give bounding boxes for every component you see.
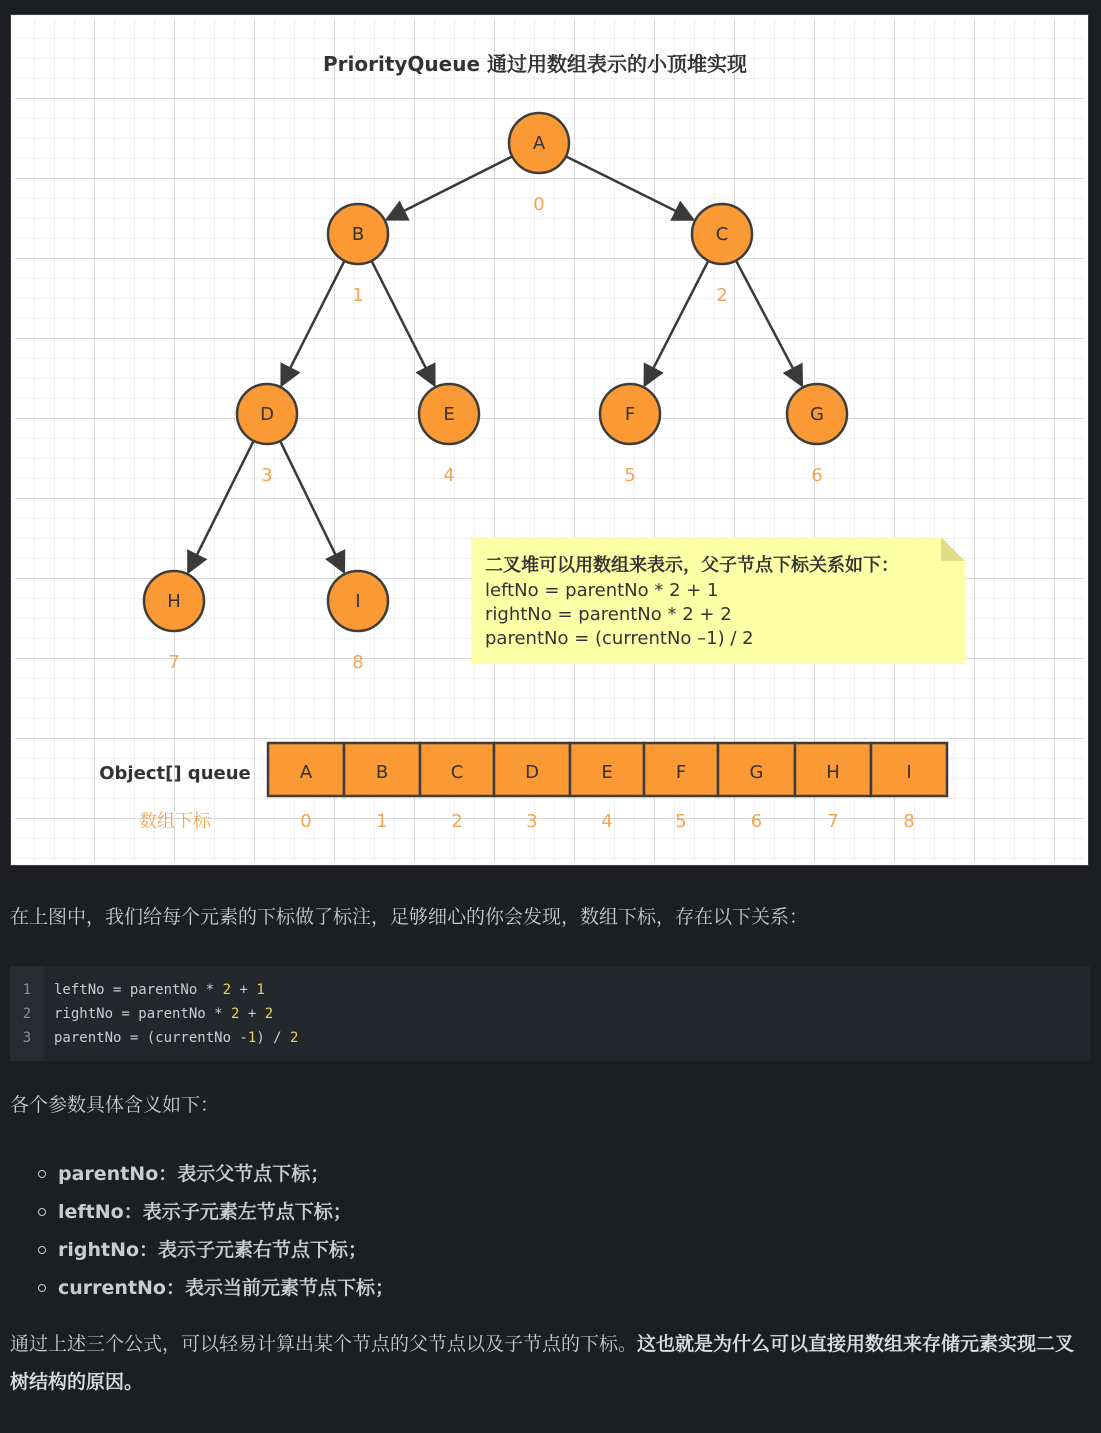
array-index: 5 xyxy=(675,811,687,832)
array-index: 1 xyxy=(376,811,388,832)
tree-node-index: 6 xyxy=(811,465,823,486)
tree-edge xyxy=(645,261,709,386)
params-list xyxy=(38,1155,394,1307)
tree-node-label: A xyxy=(532,133,546,154)
code-number: 1 xyxy=(256,982,265,998)
array-index: 4 xyxy=(601,811,613,832)
array-index: 0 xyxy=(300,811,312,832)
code-number: 2 xyxy=(290,1030,299,1046)
tree-edge xyxy=(736,261,802,386)
code-number: 1 xyxy=(247,1030,257,1046)
intro-paragraph: 在上图中，我们给每个元素的下标做了标注，足够细心的你会发现，数组下标，存在以下关系： xyxy=(10,906,809,928)
tree-edge xyxy=(566,156,693,219)
params-intro: 各个参数具体含义如下： xyxy=(10,1094,220,1116)
code-text: leftNo = parentNo * xyxy=(54,982,223,998)
note-line: rightNo = parentNo * 2 + 2 xyxy=(485,604,732,625)
line-number: 2 xyxy=(22,1006,32,1022)
array-cell-label: A xyxy=(299,762,313,783)
tree-edge xyxy=(372,261,435,386)
tree-edge xyxy=(280,441,344,572)
grid-canvas xyxy=(15,19,1084,861)
array-index: 3 xyxy=(526,811,538,832)
array-index: 7 xyxy=(827,811,839,832)
array-cell-label: D xyxy=(525,762,539,783)
tree-node-label: I xyxy=(355,591,361,612)
array-index: 2 xyxy=(451,811,463,832)
tree-node-label: F xyxy=(624,404,636,425)
list-item: rightNo：表示子元素右节点下标； xyxy=(38,1231,394,1269)
code-number: 2 xyxy=(264,1006,274,1022)
array-index: 8 xyxy=(903,811,915,832)
array-cell-label: I xyxy=(906,762,912,783)
list-item: leftNo：表示子元素左节点下标； xyxy=(38,1193,394,1231)
code-line xyxy=(54,1026,298,1050)
note-line: leftNo = parentNo * 2 + 1 xyxy=(485,580,719,601)
code-text: + xyxy=(231,982,257,998)
code-text: rightNo = parentNo * xyxy=(54,1006,232,1022)
list-item: parentNo：表示父节点下标； xyxy=(38,1155,394,1193)
diagram-title: PriorityQueue 通过用数组表示的小顶堆实现 xyxy=(322,52,748,76)
tree-edge xyxy=(188,441,253,572)
array-cell-label: H xyxy=(826,762,840,783)
heap-diagram-figure xyxy=(10,14,1089,866)
tree-node-label: H xyxy=(167,591,181,612)
code-text: + xyxy=(239,1006,265,1022)
code-text: parentNo = (currentNo - xyxy=(54,1030,248,1046)
tree-node-index: 3 xyxy=(261,465,273,486)
array-cell-label: C xyxy=(450,762,464,783)
code-gutter xyxy=(10,966,44,1061)
tree-node-index: 2 xyxy=(716,285,728,306)
array-cell-label: F xyxy=(675,762,687,783)
heap-diagram-svg xyxy=(15,19,1084,861)
list-item: currentNo：表示当前元素节点下标； xyxy=(38,1269,394,1307)
tree-node-index: 5 xyxy=(624,465,636,486)
tree-node-label: E xyxy=(443,404,455,425)
tree-node-label: D xyxy=(260,404,274,425)
code-number: 2 xyxy=(231,1006,240,1022)
line-number: 1 xyxy=(22,982,32,998)
code-lines xyxy=(54,978,298,1050)
tree-node-label: G xyxy=(810,404,824,425)
conclusion-text: 通过上述三个公式，可以轻易计算出某个节点的父节点以及子节点的下标。 xyxy=(10,1333,638,1355)
tree-node-index: 0 xyxy=(533,194,545,215)
tree-node-index: 7 xyxy=(168,652,180,673)
array-cell-label: B xyxy=(375,762,389,783)
index-label: 数组下标 xyxy=(139,811,211,832)
array-label: Object[] queue xyxy=(99,763,251,784)
line-number: 3 xyxy=(22,1030,32,1046)
note-line: parentNo = (currentNo –1) / 2 xyxy=(485,628,754,649)
tree-edge xyxy=(387,156,513,219)
tree-node-index: 1 xyxy=(352,285,364,306)
conclusion-paragraph xyxy=(10,1325,1090,1401)
array-cell-label: E xyxy=(601,762,613,783)
array-index: 6 xyxy=(750,811,763,832)
code-number: 2 xyxy=(222,982,232,998)
code-line xyxy=(54,978,298,1002)
tree-node-index: 8 xyxy=(352,652,364,673)
code-block xyxy=(10,966,1090,1061)
conclusion-bold: 这也就是为什么可以直接用数组来存储元素实现二叉树结构的原因。 xyxy=(10,1333,1075,1393)
tree-node-index: 4 xyxy=(443,465,455,486)
tree-edge xyxy=(281,261,344,386)
tree-node-label: C xyxy=(715,224,729,245)
array-cell-label: G xyxy=(749,762,764,783)
tree-node-label: B xyxy=(351,224,365,245)
code-text: ) / xyxy=(256,1030,291,1046)
code-line xyxy=(54,1002,298,1026)
sticky-note xyxy=(471,537,965,664)
note-title: 二叉堆可以用数组来表示，父子节点下标关系如下： xyxy=(485,555,899,576)
